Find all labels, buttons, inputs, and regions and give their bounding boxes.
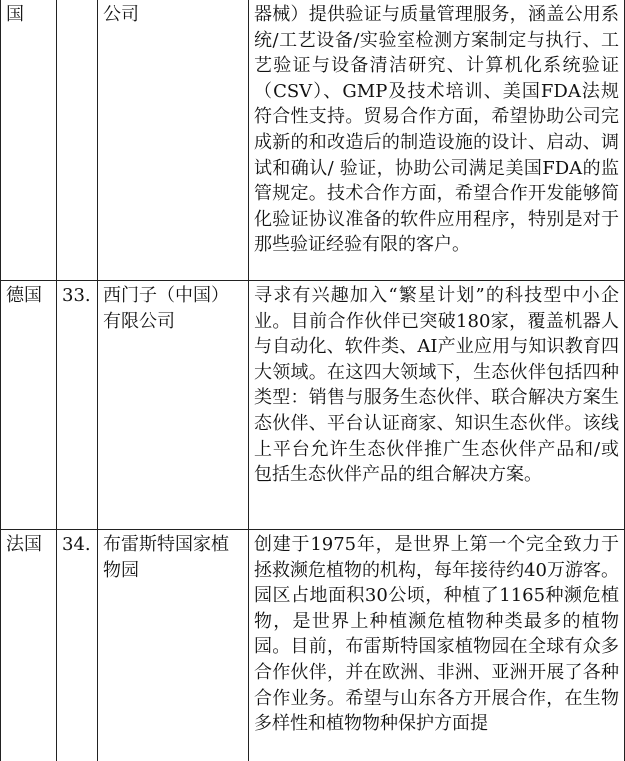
number-cell bbox=[57, 0, 98, 281]
name-cell bbox=[98, 281, 249, 530]
table-row bbox=[1, 281, 625, 530]
name-text: 公司 bbox=[103, 2, 243, 28]
country-cell bbox=[1, 0, 57, 281]
country-text: 国 bbox=[6, 2, 51, 28]
table-row bbox=[1, 0, 625, 281]
number-cell bbox=[57, 281, 98, 530]
name-cell bbox=[98, 530, 249, 761]
country-text: 德国 bbox=[6, 283, 51, 309]
name-text: 布雷斯特国家植物园 bbox=[103, 532, 243, 583]
description-text: 寻求有兴趣加入“繁星计划”的科技型中小企业。目前合作伙伴已突破180家，覆盖机器人与自动化、软件类、AI产业应用与知识教育四大领域。在这四大领域下，生态伙伴包括四种类型：销售与服务生态伙伴、联合解决方案生态伙伴、平台认证商家、知识生态伙伴。该线上平台允许生态伙伴推广生态伙伴产品和/或包括生态伙伴产品的组合解决方案。 bbox=[254, 283, 619, 488]
number-cell bbox=[57, 530, 98, 761]
country-text: 法国 bbox=[6, 532, 51, 558]
country-cell bbox=[1, 530, 57, 761]
name-text: 西门子（中国）有限公司 bbox=[103, 283, 243, 334]
name-cell bbox=[98, 0, 249, 281]
description-text: 器械）提供验证与质量管理服务，涵盖公用系统/工艺设备/实验室检测方案制定与执行、工艺验证与设备清洁研究、计算机化系统验证（CSV）、GMP及技术培训、美国FDA法规符合性支持。贸易合作方面，希望协助公司完成新的和改造后的制造设施的设计、启动、调试和确认/ 验证，协助公司满足美国FDA的监管规定。技术合作方面，希望合作开发能够简化验证协议准备的软件应用程序，特别是对于那些验证经验有限的客户。 bbox=[254, 2, 619, 258]
table-row bbox=[1, 530, 625, 761]
description-text: 创建于1975年，是世界上第一个完全致力于拯救濒危植物的机构，每年接待约40万游客。园区占地面积30公顷，种植了1165种濒危植物，是世界上种植濒危植物种类最多的植物园。目前，布雷斯特国家植物园在全球有众多合作伙伴，并在欧洲、非洲、亚洲开展了各种合作业务。希望与山东各方开展合作，在生物多样性和植物物种保护方面提 bbox=[254, 532, 619, 737]
description-cell bbox=[249, 530, 625, 761]
description-cell bbox=[249, 281, 625, 530]
description-cell bbox=[249, 0, 625, 281]
number-text: 34. bbox=[62, 532, 92, 558]
country-cell bbox=[1, 281, 57, 530]
number-text: 33. bbox=[62, 283, 92, 309]
